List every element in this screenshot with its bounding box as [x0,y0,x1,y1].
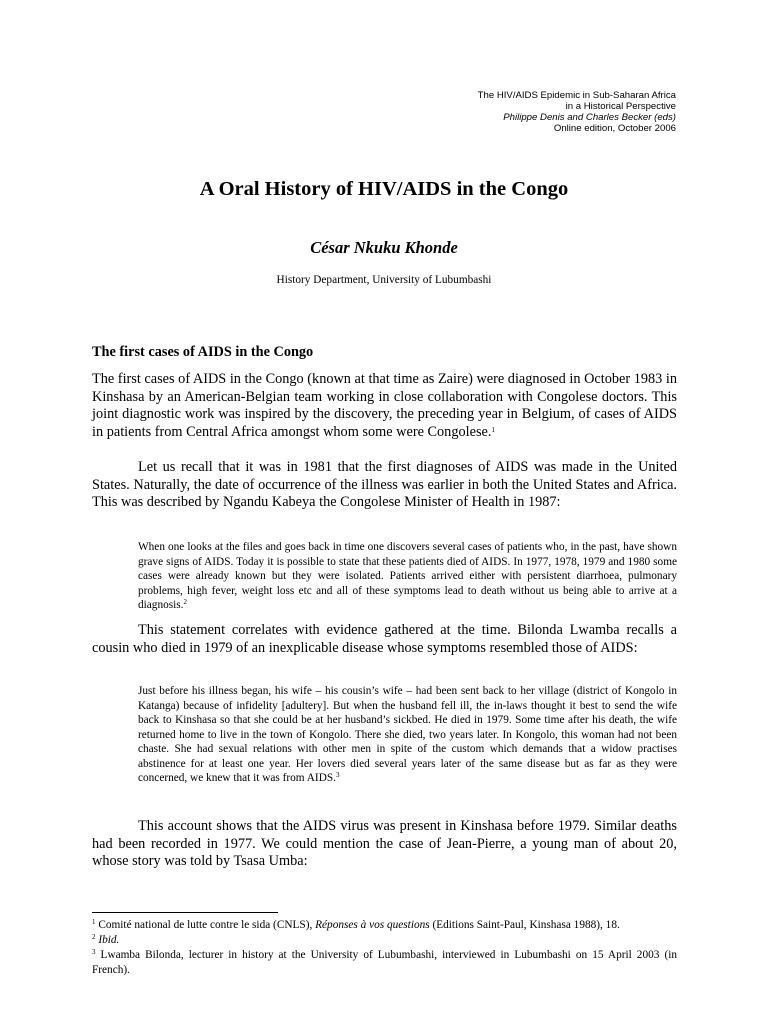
block-quote-2-text: Just before his illness began, his wife – his cousin’s wife – had been sent back to her village (district of Kongolo in Katanga) because of infidelity [adultery]. But when the husband fell ill, the in-laws thought it best to send the wife back to Kinshasa so that she could be at her husband’s sickbed. He died in 1979. Some time after his death, the wife returned home to live in the town of Kongolo. There she died, two years later. In Kongolo, this woman had not been chaste. She had sexual relations with other men in spite of the custom which demands that a widow practises abstinence for at least one year. Her lovers died several years later of the same disease but as far as they were concerned, we knew that it was from AIDS. [138,685,677,784]
block-quote-1 [138,540,677,613]
running-header [316,90,676,134]
footnote-3-number: 3 [92,948,96,956]
header-edition: Online edition, October 2006 [553,123,676,135]
footnote-divider [92,912,278,913]
header-book-subtitle: in a Historical Perspective [565,101,676,113]
header-editors: Philippe Denis and Charles Becker (eds) [503,112,676,124]
footnote-3-text: Lwamba Bilonda, lecturer in history at the University of Lubumbashi, interviewed in Lubumbashi on 15 April 2003 (in French). [92,949,677,976]
footnote-2-number: 2 [92,933,96,941]
block-quote-1-text: When one looks at the files and goes back in time one discovers several cases of patients who, in the past, have shown grave signs of AIDS. Today it is possible to state that these patients died of AIDS. In 1977, 1978, 1979 and 1980 some cases were already known but they were isolated. Patients arrived either with persistent diarrhoea, pulmonary problems, high fever, weight loss etc and all of these symptoms lead to death without us being able to arrive at a diagnosis. [138,541,677,611]
footnote-1 [92,918,677,933]
paragraph-4: This account shows that the AIDS virus was present in Kinshasa before 1979. Similar deaths had been recorded in 1977. We could mention the case of Jean-Pierre, a young man of about 20, whose story was told by Tsasa Umba: [92,818,677,870]
section-heading: The first cases of AIDS in the Congo [92,344,314,360]
paragraph-2: Let us recall that it was in 1981 that the first diagnoses of AIDS was made in the United States. Naturally, the date of occurrence of the illness was earlier in both the United States and Africa. This was described by Ngandu Kabeya the Congolese Minister of Health in 1987: [92,459,677,511]
author-name: César Nkuku Khonde [310,238,458,257]
footnote-1-text-a: Comité national de lutte contre le sida (CNLS), [95,919,316,931]
footnote-1-text-b: (Editions Saint-Paul, Kinshasa 1988), 18. [429,919,620,931]
paragraph-1-text: The first cases of AIDS in the Congo (known at that time as Zaire) were diagnosed in October 1983 in Kinshasa by an American-Belgian team working in close collaboration with Congolese doctors. This joint diagnostic work was inspired by the discovery, the preceding year in Belgium, of cases of AIDS in patients from Central Africa amongst whom some were Congolese. [92,371,677,440]
author-affiliation: History Department, University of Lubumbashi [276,274,492,286]
header-book-title: The HIV/AIDS Epidemic in Sub-Saharan Africa [477,90,676,101]
block-quote-2 [138,684,677,786]
paper-title: A Oral History of HIV/AIDS in the Congo [199,178,569,200]
footnote-2 [92,933,677,948]
footnote-1-title: Réponses à vos questions [315,919,430,931]
footnote-2-text: Ibid. [98,934,120,946]
footnote-ref-3[interactable]: 3 [335,771,340,779]
footnote-ref-2[interactable]: 2 [183,598,188,606]
paragraph-1 [92,371,677,441]
footnotes [92,918,677,978]
footnote-1-number: 1 [92,918,96,926]
footnote-3 [92,948,677,978]
paragraph-3: This statement correlates with evidence gathered at the time. Bilonda Lwamba recalls a cousin who died in 1979 of an inexplicable disease whose symptoms resembled those of AIDS: [92,622,677,656]
footnote-ref-1[interactable]: 1 [491,425,495,434]
